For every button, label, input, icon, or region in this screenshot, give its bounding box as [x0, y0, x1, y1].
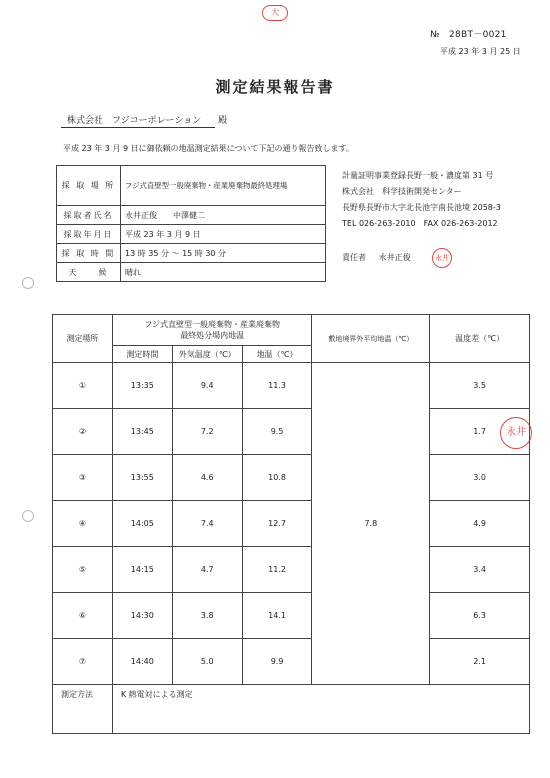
intro-text: 平成 23 年 3 月 9 日に御依頼の地温測定結果について下記の通り報告致します。 [63, 144, 354, 153]
date-value: 平成 23 年 3 月 9 日 [121, 225, 326, 244]
location-value: フジ式直壁型一般廃棄物・産業廃棄物最終処理場 [121, 166, 326, 206]
row-time: 14:15 [112, 547, 172, 593]
page-title: 測定結果報告書 [215, 78, 335, 96]
row-ground: 9.5 [242, 409, 312, 455]
row-time: 14:40 [112, 639, 172, 685]
row-time: 13:35 [112, 363, 172, 409]
table-row [53, 639, 530, 685]
row-diff: 6.3 [430, 593, 530, 639]
row-diff: 4.9 [430, 501, 530, 547]
row-point: ⑥ [53, 593, 113, 639]
row-ground: 14.1 [242, 593, 312, 639]
info-row-sampler [57, 206, 326, 225]
col-header-group [112, 315, 312, 346]
info-row-location [57, 166, 326, 206]
document-number: № 28BT－0021 [430, 30, 507, 40]
org-phone: TEL 026-263-2010 FAX 026-263-2012 [342, 219, 498, 228]
group-header-line2: 最終処分場内地温 [180, 331, 245, 340]
table-row [53, 593, 530, 639]
row-point: ⑦ [53, 639, 113, 685]
row-ground: 10.8 [242, 455, 312, 501]
row-diff: 1.7 [430, 409, 530, 455]
row-time: 13:55 [112, 455, 172, 501]
info-row-time [57, 244, 326, 263]
row-time: 13:45 [112, 409, 172, 455]
row-diff: 3.4 [430, 547, 530, 593]
col-header-time: 測定時間 [112, 346, 172, 363]
row-ground: 11.2 [242, 547, 312, 593]
org-name: 株式会社 科学技術開発センター [342, 187, 462, 196]
col-header-outdoor: 外気温度（℃） [172, 346, 242, 363]
sampler-label: 採取者氏名 [57, 206, 121, 225]
org-address: 長野県長野市大字北長池字南長池境 2058-3 [342, 203, 501, 212]
group-header-line1: フジ式直壁型一般廃棄物・産業廃棄物 [144, 320, 281, 329]
time-value: 13 時 35 分 ～ 15 時 30 分 [121, 244, 326, 263]
info-row-weather [57, 263, 326, 282]
addressee [55, 113, 227, 126]
punch-hole [22, 510, 34, 522]
org-certification: 計量証明事業登録長野一般・濃度第 31 号 [342, 171, 494, 180]
responsible-person [342, 252, 411, 263]
top-seal-stamp: 大 [262, 5, 288, 21]
side-seal-stamp: 永井 [500, 417, 532, 449]
method-row [53, 685, 530, 734]
row-ground: 11.3 [242, 363, 312, 409]
sampler-value: 永井正俊 中澤健二 [121, 206, 326, 225]
row-ground: 9.9 [242, 639, 312, 685]
col-header-offsite: 敷地境界外平均地温（℃） [312, 315, 430, 363]
row-diff: 3.5 [430, 363, 530, 409]
table-row [53, 547, 530, 593]
row-time: 14:05 [112, 501, 172, 547]
method-value: K 熱電対による測定 [112, 685, 529, 734]
row-outdoor: 7.2 [172, 409, 242, 455]
responsible-seal: 永井 [432, 248, 452, 268]
row-diff: 3.0 [430, 455, 530, 501]
row-outdoor: 4.6 [172, 455, 242, 501]
location-label: 採 取 場 所 [57, 166, 121, 206]
table-row [53, 363, 530, 409]
table-row [53, 455, 530, 501]
row-diff: 2.1 [430, 639, 530, 685]
row-point: ⑤ [53, 547, 113, 593]
row-outdoor: 7.4 [172, 501, 242, 547]
row-outdoor: 4.7 [172, 547, 242, 593]
addressee-company: 株式会社 フジコーポレーション [61, 116, 215, 128]
responsible-name: 永井正俊 [378, 253, 411, 262]
table-row [53, 501, 530, 547]
info-row-date [57, 225, 326, 244]
row-point: ② [53, 409, 113, 455]
date-label: 採取年月日 [57, 225, 121, 244]
time-label: 採 取 時 間 [57, 244, 121, 263]
addressee-honorific: 殿 [218, 116, 228, 126]
results-table [52, 314, 530, 734]
row-point: ① [53, 363, 113, 409]
row-time: 14:30 [112, 593, 172, 639]
col-header-ground: 地温（℃） [242, 346, 312, 363]
offsite-average-value: 7.8 [312, 363, 430, 685]
row-outdoor: 3.8 [172, 593, 242, 639]
row-ground: 12.7 [242, 501, 312, 547]
method-label: 測定方法 [53, 685, 113, 734]
row-point: ④ [53, 501, 113, 547]
table-row [53, 409, 530, 455]
issue-date: 平成 23 年 3 月 25 日 [440, 47, 521, 56]
sampling-info-table [56, 165, 326, 282]
row-outdoor: 9.4 [172, 363, 242, 409]
row-outdoor: 5.0 [172, 639, 242, 685]
results-header-row [53, 315, 530, 346]
col-header-location: 測定場所 [53, 315, 113, 363]
col-header-diff: 温度差（℃） [430, 315, 530, 363]
punch-hole [22, 277, 34, 289]
weather-label: 天 候 [57, 263, 121, 282]
weather-value: 晴れ [121, 263, 326, 282]
responsible-label: 責任者 [342, 253, 366, 262]
row-point: ③ [53, 455, 113, 501]
